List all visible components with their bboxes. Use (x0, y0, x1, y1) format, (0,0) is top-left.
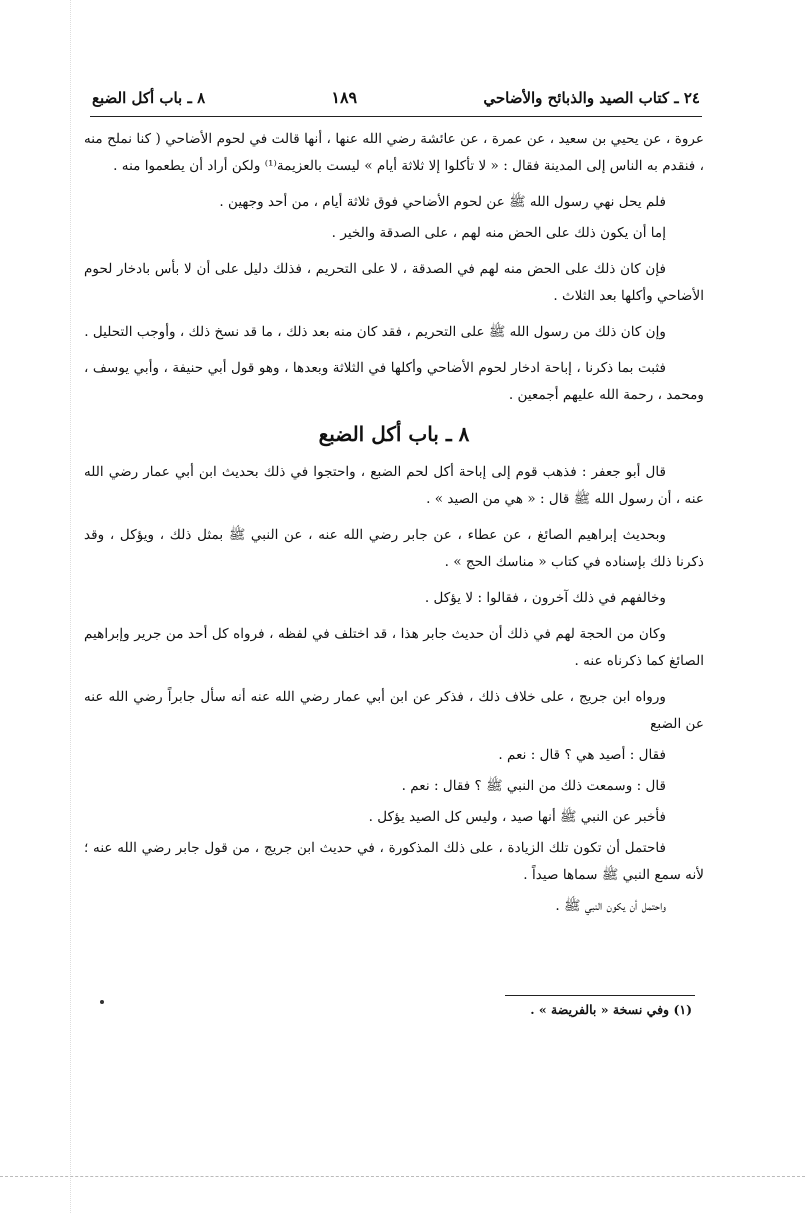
scan-edge-bottom (0, 1176, 805, 1177)
paragraph: فقال : أصيد هي ؟ قال : نعم . (498, 747, 666, 763)
paragraph: قال أبو جعفر : فذهب قوم إلى إباحة أكل لحم الضبع ، واحتجوا في ذلك بحديث ابن أبي عمار رضي الله عنه ، أن رسول الله ﷺ قال : « هي من الصيد » . (84, 464, 704, 507)
paragraph: قال : وسمعت ذلك من النبي ﷺ ؟ فقال : نعم . (401, 778, 666, 794)
footnote-rule (505, 995, 695, 996)
paragraph: وخالفهم في ذلك آخرون ، فقالوا : لا يؤكل . (424, 590, 666, 606)
paragraph: عروة ، عن يحيي بن سعيد ، عن عمرة ، عن عائشة رضي الله عنها ، أنها قالت في لحوم الأضاحي ( كنا نملح منه ، فنقدم به الناس إلى المدينة فقال : « لا تأكلوا إلا ثلاثة أيام » ليست بالعزيمة⁽¹⁾ ولكن أراد أن يطعموا منه . (84, 131, 704, 174)
ink-dot (100, 1000, 104, 1004)
page-number: ١٨٩ (331, 88, 358, 107)
paragraph: وكان من الحجة لهم في ذلك أن حديث جابر هذا ، قد اختلف في لفظه ، فرواه كل أحد من جرير وإبراهيم الصائغ كما ذكرناه عنه . (84, 626, 704, 669)
paragraph: فأخبر عن النبي ﷺ أنها صيد ، وليس كل الصيد يؤكل . (368, 809, 666, 825)
header-rule (90, 116, 702, 117)
footnote: (١) وفي نسخة « بالفريضة » . (530, 1002, 692, 1017)
paragraph: وإن كان ذلك من رسول الله ﷺ على التحريم ، فقد كان منه بعد ذلك ، ما قد نسخ ذلك ، وأوجب التحليل . (84, 324, 666, 340)
section-title: ٨ ـ باب أكل الضبع (318, 422, 470, 446)
scan-edge-left (70, 0, 71, 1213)
paragraph: واحتمل أن يكون النبي ﷺ . (555, 898, 666, 914)
paragraph: إما أن يكون ذلك على الحض منه لهم ، على الصدقة والخير . (331, 225, 666, 241)
paragraph: وبحديث إبراهيم الصائغ ، عن عطاء ، عن جابر رضي الله عنه ، عن النبي ﷺ بمثل ذلك ، ويؤكل ، وقد ذكرنا ذلك بإسناده في كتاب « مناسك الحج » . (84, 527, 704, 570)
paragraph: فلم يحل نهي رسول الله ﷺ عن لحوم الأضاحي فوق ثلاثة أيام ، من أحد وجهين . (219, 194, 666, 210)
main-text (84, 126, 704, 924)
book-title: ٢٤ ـ كتاب الصيد والذبائح والأضاحي (483, 89, 700, 107)
paragraph: ورواه ابن جريج ، على خلاف ذلك ، فذكر عن ابن أبي عمار رضي الله عنه أنه سأل جابراً رضي الله عنه عن الضبع (84, 689, 704, 732)
running-header (92, 88, 700, 114)
paragraph: فإن كان ذلك على الحض منه لهم في الصدقة ، لا على التحريم ، فذلك دليل على أن لا بأس بادخار لحوم الأضاحي وأكلها بعد الثلاث . (84, 261, 704, 304)
paragraph: فاحتمل أن تكون تلك الزيادة ، على ذلك المذكورة ، في حديث ابن جريج ، من قول جابر رضي الله عنه ؛ لأنه سمع النبي ﷺ سماها صيداً . (84, 840, 704, 883)
paragraph: فثبت بما ذكرنا ، إباحة ادخار لحوم الأضاحي وأكلها في الثلاثة وبعدها ، وهو قول أبي حنيفة ، وأبي يوسف ، ومحمد ، رحمة الله عليهم أجمعين . (84, 360, 704, 403)
chapter-title: ٨ ـ باب أكل الضبع (92, 89, 206, 107)
